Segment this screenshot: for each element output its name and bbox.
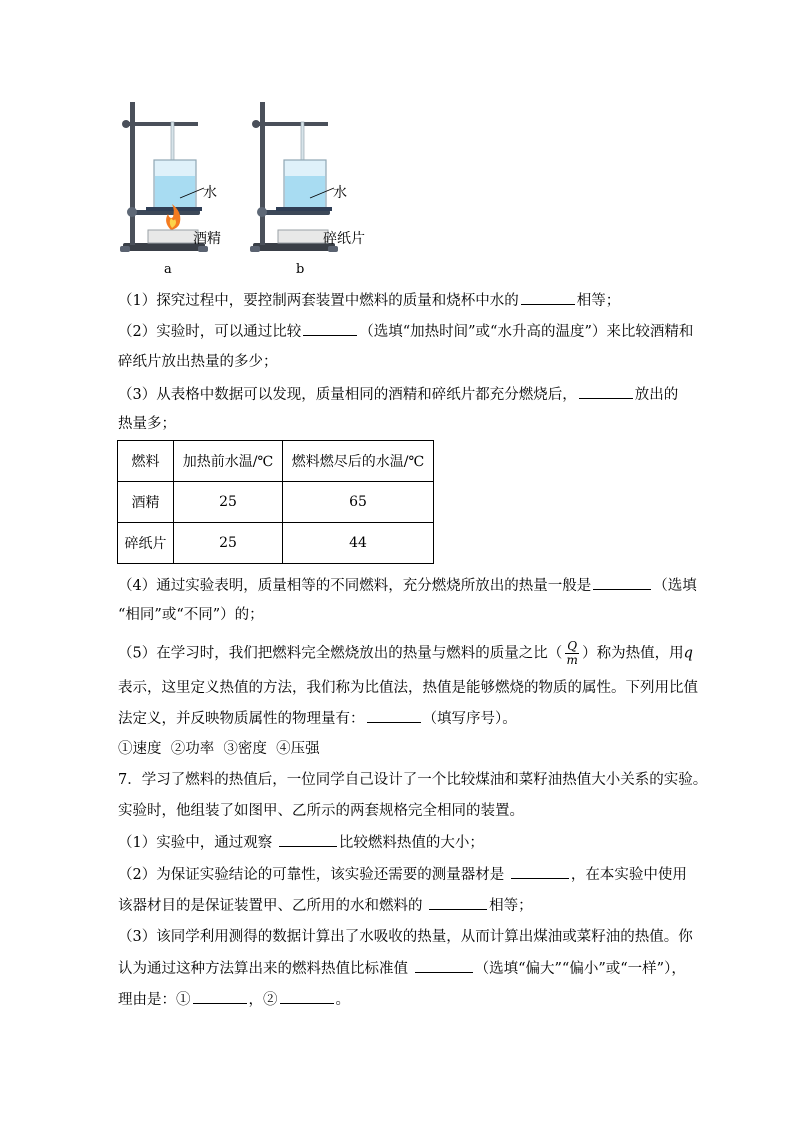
answer-blank[interactable] bbox=[280, 989, 334, 1004]
q7-part1: （1）实验中，通过观察 比较燃料热值的大小； bbox=[118, 832, 484, 853]
q7-part3-line1: （3）该同学利用测得的数据计算出了水吸收的热量，从而计算出煤油或菜籽油的热值。你 bbox=[118, 929, 693, 945]
table-cell: 44 bbox=[283, 523, 434, 564]
table-cell: 碎纸片 bbox=[118, 523, 174, 564]
answer-blank[interactable] bbox=[521, 290, 575, 305]
q7-part2-line2: 该器材目的是保证装置甲、乙所用的水和燃料的 相等； bbox=[118, 895, 533, 916]
q6-part5-line2: 表示，这里定义热值的方法，我们称为比值法，热值是能够燃烧的物质的属性。下列用比值 bbox=[118, 680, 698, 696]
q6-part5-line3: 法定义，并反映物质属性的物理量有： （填写序号）。 bbox=[118, 708, 517, 729]
q6-part3-line2: 热量多； bbox=[118, 416, 176, 432]
figure-b-fuel-label: 碎纸片 bbox=[323, 231, 365, 247]
answer-blank[interactable] bbox=[193, 989, 247, 1004]
table-cell: 酒精 bbox=[118, 482, 174, 523]
q7-intro-line2: 实验时，他组装了如图甲、乙所示的两套规格完全相同的装置。 bbox=[118, 803, 524, 819]
table-cell: 65 bbox=[283, 482, 434, 523]
q7-intro-line1: 7．学习了燃料的热值后，一位同学自己设计了一个比较煤油和菜籽油热值大小关系的实验。 bbox=[118, 772, 708, 788]
q6-part4-line2: “相同”或“不同”）的； bbox=[118, 607, 264, 623]
table-row bbox=[118, 523, 434, 564]
figure-a-fuel-label: 酒精 bbox=[193, 231, 221, 247]
answer-blank[interactable] bbox=[593, 575, 651, 590]
figure-b-water-label: 水 bbox=[333, 185, 347, 201]
table-header-cell: 燃料 bbox=[118, 441, 174, 482]
temperature-table bbox=[117, 440, 434, 564]
answer-blank[interactable] bbox=[511, 864, 569, 879]
answer-blank[interactable] bbox=[429, 895, 487, 910]
q6-part2-line1: （2）实验时，可以通过比较 （选填“加热时间”或“水升高的温度”）来比较酒精和 bbox=[118, 321, 693, 342]
q6-part3-line1: （3）从表格中数据可以发现，质量相同的酒精和碎纸片都充分燃烧后， 放出的 bbox=[118, 384, 678, 405]
table-cell: 25 bbox=[174, 482, 283, 523]
table-cell: 25 bbox=[174, 523, 283, 564]
table-header-cell: 燃料燃尽后的水温/℃ bbox=[283, 441, 434, 482]
q6-part2-line2: 碎纸片放出热量的多少； bbox=[118, 354, 278, 370]
answer-blank[interactable] bbox=[367, 708, 421, 723]
answer-blank[interactable] bbox=[279, 832, 337, 847]
q6-options: ①速度 ②功率 ③密度 ④压强 bbox=[118, 741, 320, 757]
q7-part3-line2: 认为通过这种方法算出来的燃料热值比标准值 （选填“偏大”“偏小”或“一样”）， bbox=[118, 958, 686, 979]
answer-blank[interactable] bbox=[303, 321, 357, 336]
figure-a-water-label: 水 bbox=[203, 185, 217, 201]
q7-part3-line3: 理由是：① ，② 。 bbox=[118, 989, 350, 1010]
figure-a-caption: a bbox=[164, 262, 172, 277]
q6-part5-line1: （5）在学习时，我们把燃料完全燃烧放出的热量与燃料的质量之比（ $\frac{Q}{m}$ ）称为热值，用q bbox=[118, 639, 693, 667]
q6-part1: （1）探究过程中，要控制两套装置中燃料的质量和烧杯中水的 相等； bbox=[118, 290, 620, 311]
q-over-m-fraction: $\frac{Q}{m}$ bbox=[566, 639, 578, 667]
q7-part2-line1: （2）为保证实验结论的可靠性，该实验还需要的测量器材是 ，在本实验中使用 bbox=[118, 864, 687, 885]
table-row bbox=[118, 482, 434, 523]
table-header-row bbox=[118, 441, 434, 482]
answer-blank[interactable] bbox=[415, 958, 473, 973]
answer-blank[interactable] bbox=[579, 384, 633, 399]
apparatus-figure-a bbox=[118, 100, 243, 260]
q6-part4-line1: （4）通过实验表明，质量相等的不同燃料，充分燃烧所放出的热量一般是 （选填 bbox=[118, 575, 697, 596]
figure-b-caption: b bbox=[296, 262, 305, 277]
table-header-cell: 加热前水温/℃ bbox=[174, 441, 283, 482]
